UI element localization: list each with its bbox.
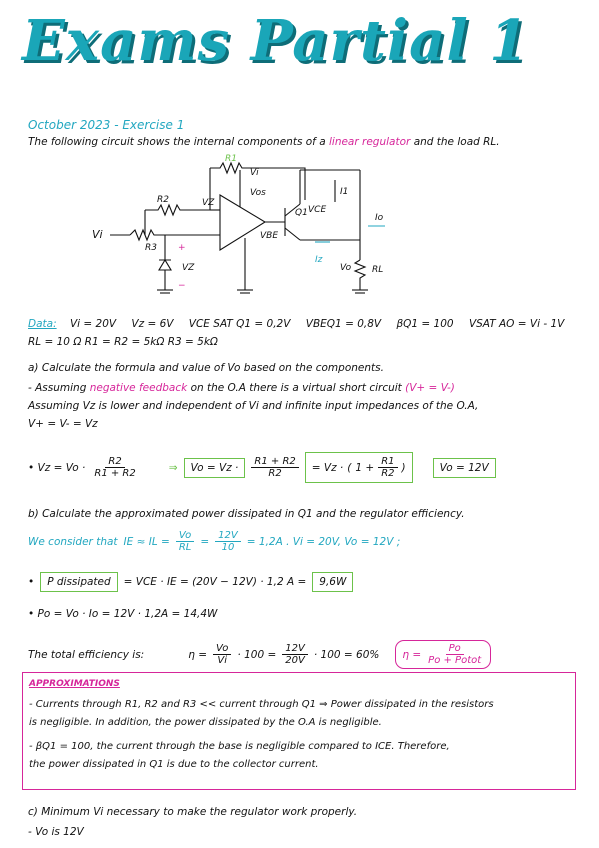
fraction-numerator: Vo: [213, 643, 231, 655]
paren-close: ): [401, 461, 406, 474]
approx-p2-l1: - βQ1 = 100, the current through the base is negligible compared to ICE. Therefore,: [29, 741, 450, 752]
part-a-assume: [28, 382, 455, 394]
eff-mid: · 100 =: [237, 648, 277, 661]
fraction: [282, 643, 308, 666]
equals: =: [200, 535, 210, 548]
data-label: Data:: [28, 318, 57, 330]
label-vos: Vos: [250, 188, 266, 198]
eta-box-lhs: η =: [402, 648, 422, 661]
approximations-box: [22, 672, 576, 790]
circuit-diagram: [90, 150, 400, 300]
label-plus: +: [178, 243, 186, 253]
fraction-denominator: Vi: [217, 655, 228, 666]
result-box: Vo = 12V: [433, 458, 496, 478]
fraction: [378, 456, 397, 479]
one-plus: 1 +: [355, 461, 375, 474]
label-r1: R1: [225, 154, 237, 164]
intro-after: and the load RL.: [413, 136, 500, 148]
approx-p1-l1: - Currents through R1, R2 and R3 << current through Q1 ⇒ Power dissipated in the resistors: [29, 699, 494, 710]
fraction-denominator: R2: [381, 468, 395, 479]
label-i1: I1: [340, 187, 349, 197]
label-vz-zener: VZ: [182, 263, 195, 273]
data-row-2: RL = 10 Ω R1 = R2 = 5kΩ R3 = 5kΩ: [28, 336, 218, 348]
label-io: Io: [375, 213, 384, 223]
part-a-heading: a) Calculate the formula and value of Vo based on the components.: [28, 362, 384, 374]
fraction-denominator: RL: [178, 542, 192, 553]
data-item: Vi = 20V: [69, 318, 117, 330]
part-a-equation: [28, 452, 496, 483]
part-a-line3: V+ = V- = Vz: [28, 418, 98, 430]
label-vz-minus: VZ: [202, 198, 215, 208]
fraction-numerator: Po: [446, 643, 464, 655]
fraction: [251, 456, 298, 479]
label-vi-top: Vi: [250, 168, 259, 178]
fraction: [213, 643, 231, 666]
fraction-numerator: R1 + R2: [251, 456, 298, 468]
fraction-denominator: 20V: [285, 655, 305, 666]
part-b-pdiss: • P dissipated = VCE · IE = (20V − 12V) · 1,2 A = 9,6W: [28, 572, 353, 592]
assume-before: - Assuming: [28, 382, 87, 394]
approx-p2-l2: the power dissipated in Q1 is due to the collector current.: [29, 759, 319, 770]
fraction-numerator: 12V: [282, 643, 308, 655]
fraction-denominator: R2: [268, 468, 282, 479]
fraction: [215, 530, 241, 553]
part-b-efficiency: [28, 640, 491, 669]
part-c-line1: - Vo is 12V: [28, 826, 84, 838]
intro-highlight: linear regulator: [328, 136, 411, 148]
data-item: VBEQ1 = 0,8V: [305, 318, 382, 330]
page-title: Exams Partial 1: [22, 8, 530, 74]
eq-lhs: • Vz = Vo ·: [28, 461, 86, 474]
label-iz: Iz: [315, 255, 323, 265]
data-row-1: [28, 318, 564, 330]
efficiency-label: The total efficiency is:: [28, 648, 145, 661]
approximations-heading: APPROXIMATIONS: [29, 679, 120, 689]
pdiss-equation: = VCE · IE = (20V − 12V) · 1,2 A =: [123, 576, 307, 588]
label-vce: VCE: [308, 205, 327, 215]
arrow: ⇒: [168, 461, 178, 474]
fraction-numerator: R1: [378, 456, 397, 468]
fraction-numerator: 12V: [215, 530, 241, 542]
intro-before: The following circuit shows the internal components of a: [28, 136, 326, 148]
label-vo: Vo: [340, 263, 352, 273]
consider-text: We consider that: [28, 535, 118, 548]
data-item: VSAT AO = Vi - 1V: [468, 318, 565, 330]
vo-box: Vo = Vz ·: [184, 458, 246, 478]
label-rl: RL: [372, 265, 384, 275]
data-item: Vz = 6V: [131, 318, 174, 330]
fraction: [91, 456, 138, 479]
part-b-po: • Po = Vo · Io = 12V · 1,2A = 14,4W: [28, 608, 218, 620]
fraction: [425, 643, 484, 666]
label-minus: −: [178, 281, 186, 291]
label-vi-left: Vi: [92, 228, 103, 241]
assume-highlight: negative feedback: [89, 382, 188, 394]
pdiss-result-box: 9,6W: [312, 572, 353, 592]
pdiss-box: P dissipated: [40, 572, 117, 592]
approx-p1-l2: is negligible. In addition, the power dissipated by the O.A is negligible.: [29, 717, 382, 728]
fraction-denominator: Po + Potot: [428, 655, 482, 666]
intro-line: [28, 136, 500, 148]
exercise-heading: October 2023 - Exercise 1: [28, 118, 185, 132]
eta: η =: [188, 648, 208, 661]
part-a-line2: Assuming Vz is lower and independent of Vi and infinite input impedances of the O.A,: [28, 400, 479, 412]
data-item: βQ1 = 100: [396, 318, 454, 330]
data-item: VCE SAT Q1 = 0,2V: [188, 318, 291, 330]
assume-after: on the O.A there is a virtual short circuit: [190, 382, 402, 394]
formula-box: [305, 452, 413, 483]
fraction-numerator: Vo: [176, 530, 194, 542]
part-b-consider: [28, 530, 400, 553]
fraction-numerator: R2: [105, 456, 124, 468]
label-q1: Q1: [295, 208, 308, 218]
fraction-denominator: 10: [221, 542, 235, 553]
label-r2: R2: [157, 195, 169, 205]
assume-paren: (V+ = V-): [405, 382, 455, 394]
ie-il: IE ≈ IL =: [123, 535, 170, 548]
fraction: [176, 530, 195, 553]
eta-formula-box: [395, 640, 491, 669]
fraction-denominator: R1 + R2: [94, 468, 136, 479]
label-vbe: VBE: [260, 231, 279, 241]
part-b-heading: b) Calculate the approximated power dissipated in Q1 and the regulator efficiency.: [28, 508, 465, 520]
part-c-heading: c) Minimum Vi necessary to make the regulator work properly.: [28, 806, 358, 818]
paren-open: (: [347, 461, 352, 474]
eq2-mid: = Vz ·: [311, 461, 344, 474]
consider-rest: = 1,2A . Vi = 20V, Vo = 12V ;: [246, 535, 401, 548]
eff-result: · 100 = 60%: [313, 648, 380, 661]
label-r3: R3: [145, 243, 157, 253]
